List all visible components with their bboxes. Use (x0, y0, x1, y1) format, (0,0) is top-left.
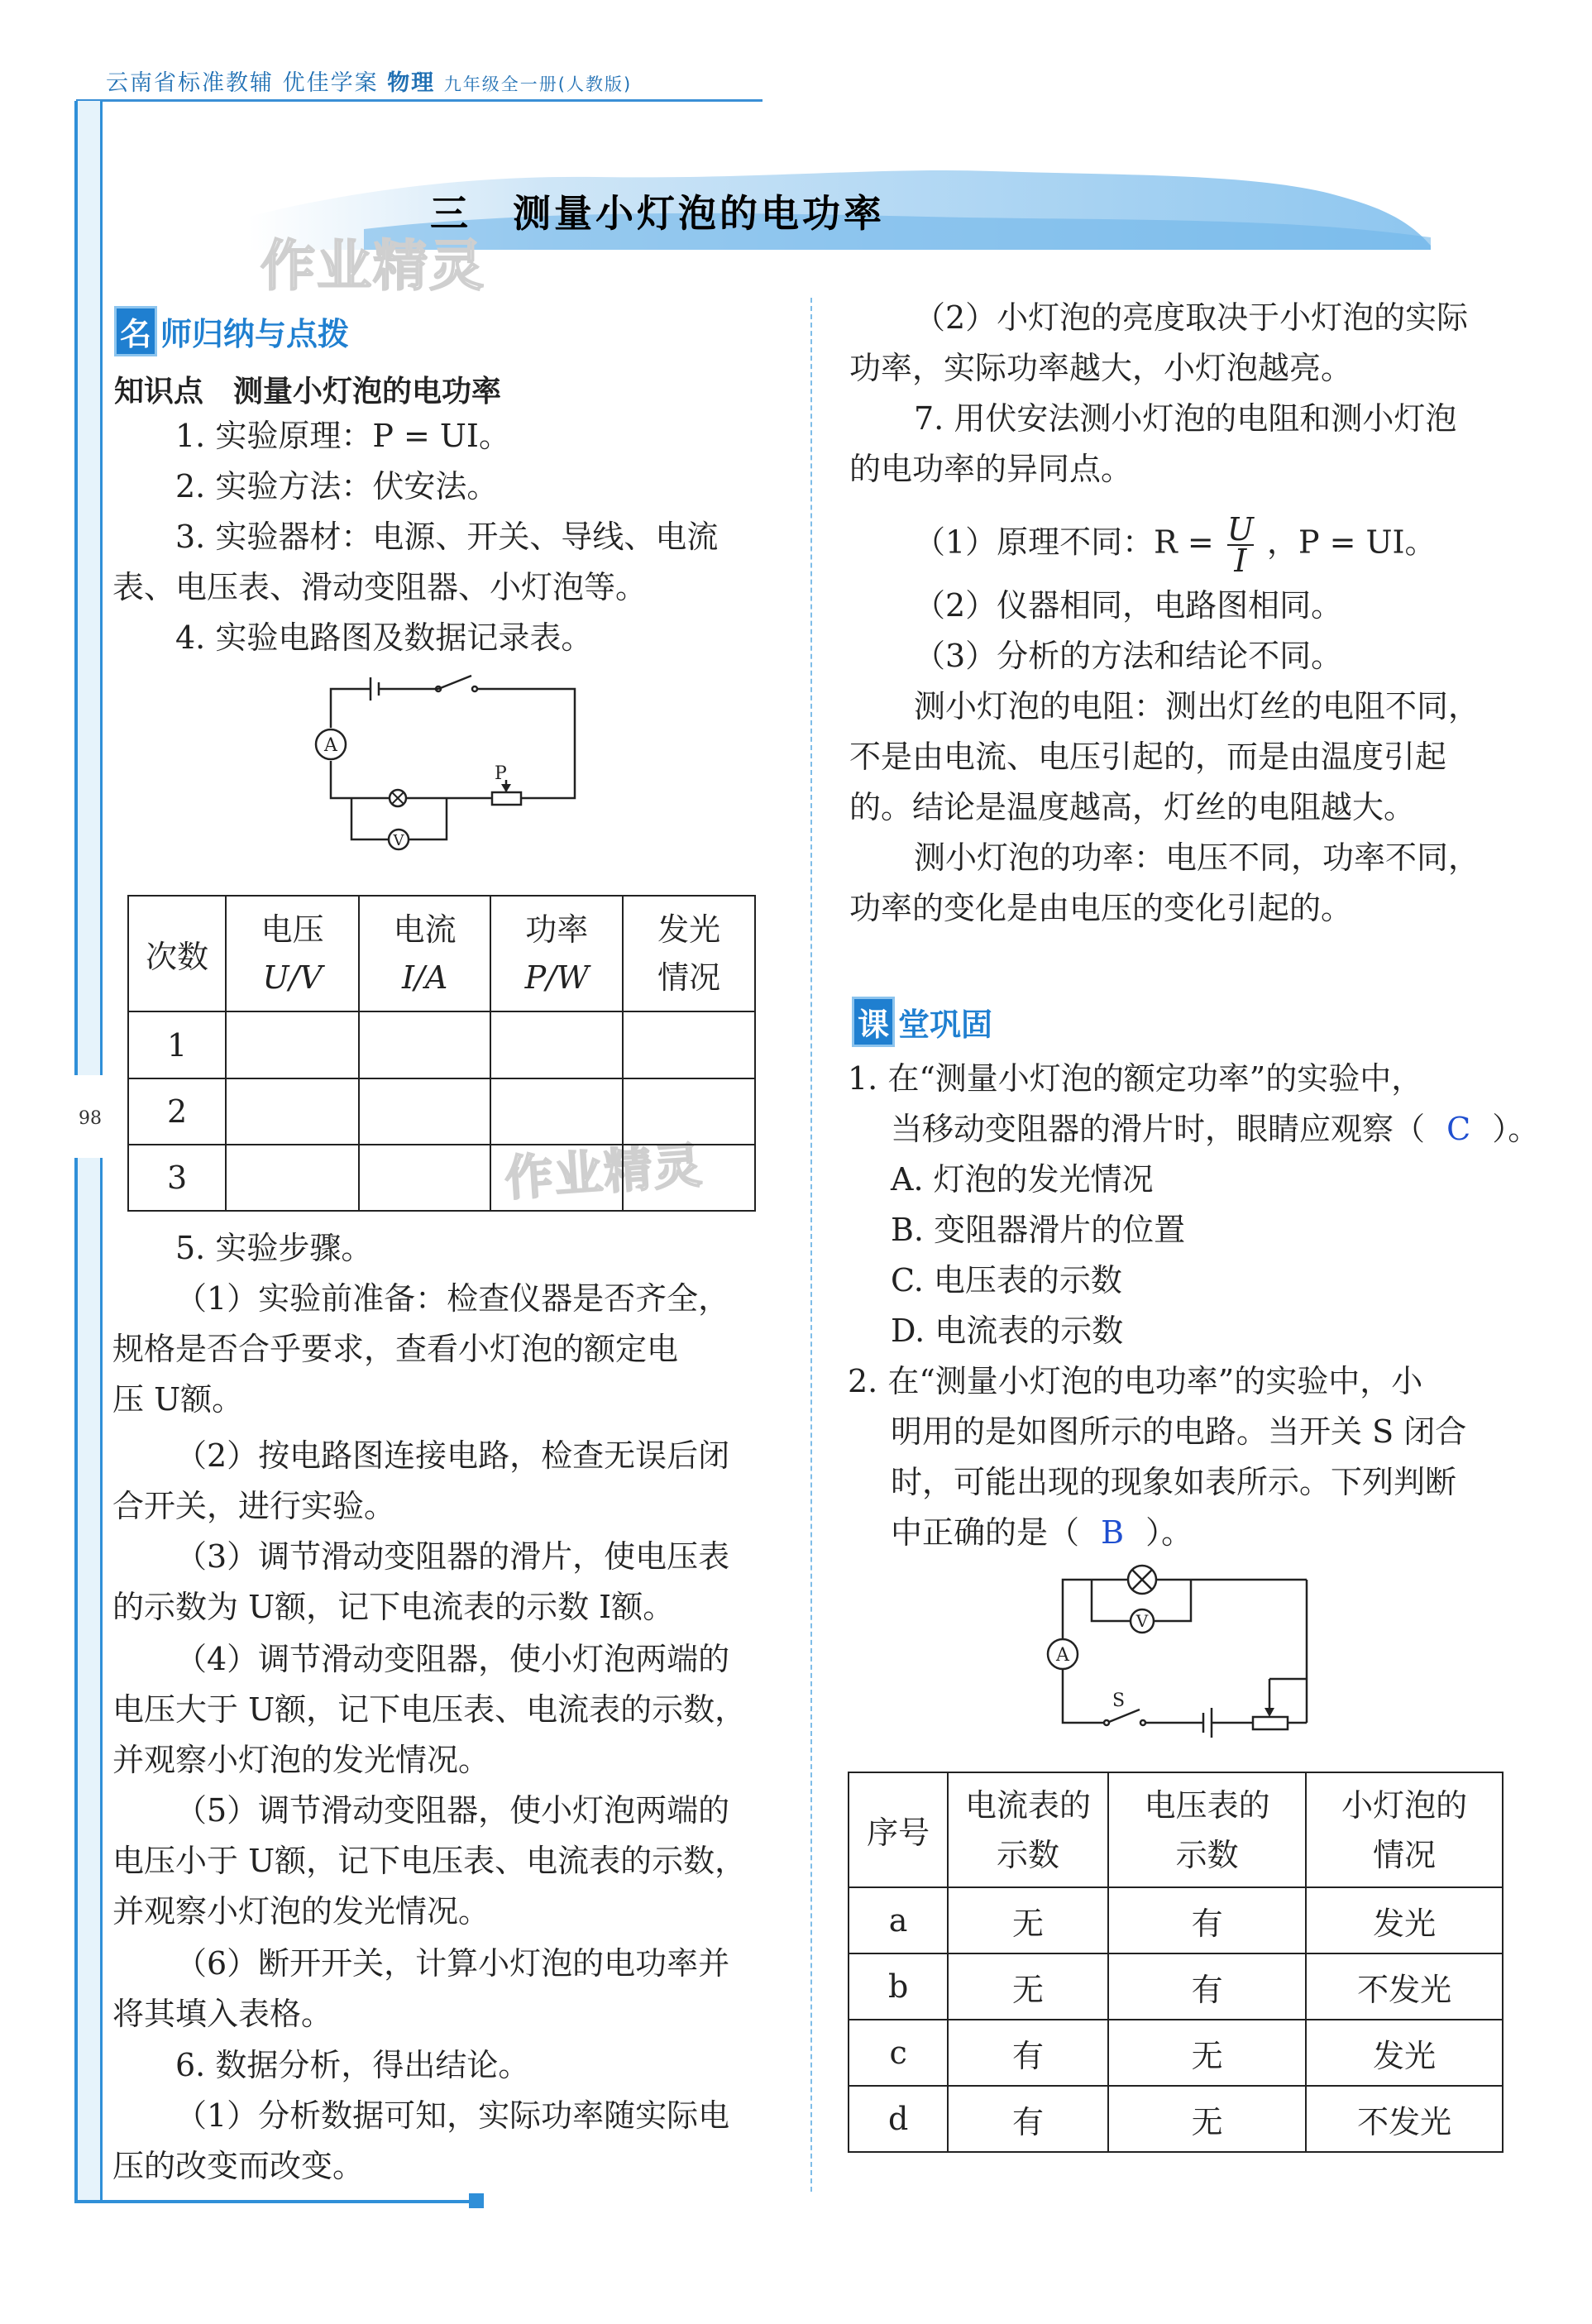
ammeter-symbol (1048, 1639, 1078, 1669)
text-line: 并观察小灯泡的发光情况。 (112, 1893, 490, 1929)
table-row (128, 1145, 755, 1211)
header-unit: P/W (524, 959, 590, 996)
section-class-consolidation (852, 997, 992, 1047)
text-line: 6. 数据分析，得出结论。 (175, 2047, 530, 2083)
stem-text: 当移动变阻器的滑片时，眼睛应观察（ (891, 1111, 1426, 1147)
option-b: B. 变阻器滑片的位置 (891, 1212, 1186, 1248)
circuit-diagram-1 (298, 674, 595, 856)
text-line: （1）实验前准备：检查仪器是否齐全， (175, 1280, 730, 1317)
text-line: （4）调节滑动变阻器，使小灯泡两端的 (175, 1641, 730, 1677)
header-line: 发光 (657, 911, 721, 948)
voltmeter-label: V (393, 832, 404, 849)
table-cell: 发光 (1306, 1887, 1503, 1953)
header-series: 云南省标准教辅 (106, 70, 274, 96)
option-a: A. 灯泡的发光情况 (891, 1161, 1154, 1198)
table-cell: 有 (1108, 1953, 1307, 2020)
stem-text: ）。 (1492, 1111, 1540, 1147)
running-header (106, 65, 632, 97)
table-cell: 不发光 (1306, 1953, 1503, 2020)
header-grade: 九年级全一册(人教版) (443, 74, 633, 94)
table-cell: 无 (948, 1887, 1108, 1953)
table-header (359, 896, 490, 1011)
option-c: C. 电压表的示数 (891, 1262, 1122, 1298)
fraction-denominator: I (1234, 543, 1247, 579)
voltmeter-symbol (389, 830, 409, 849)
text-line: 合开关，进行实验。 (112, 1488, 396, 1524)
text-line: 的。结论是温度越高，灯丝的电阻越大。 (849, 789, 1416, 825)
fraction (1226, 511, 1254, 579)
ammeter-label: A (324, 735, 337, 756)
lamp-symbol (390, 790, 406, 806)
watermark: 作业精灵 (261, 234, 485, 298)
table-cell: 无 (1108, 2020, 1307, 2086)
text-line: 4. 实验电路图及数据记录表。 (175, 619, 593, 656)
text-line: 测小灯泡的电阻：测出灯丝的电阻不同， (914, 688, 1480, 724)
table-cell: 无 (948, 1953, 1108, 2020)
text-line: 将其填入表格。 (112, 1996, 333, 2032)
table-row (849, 2086, 1503, 2152)
table-cell: 发光 (1306, 2020, 1503, 2086)
header-line: 小灯泡的 (1341, 1786, 1468, 1824)
header-line: 电压表的 (1144, 1786, 1270, 1824)
question-2-stem (891, 1513, 1193, 1552)
text-line: 测小灯泡的功率：电压不同，功率不同， (914, 839, 1480, 876)
table-cell: 有 (948, 2086, 1108, 2152)
header-line: 情况 (1373, 1836, 1437, 1873)
text-line: （6）断开开关，计算小灯泡的电功率并 (175, 1945, 730, 1982)
section-title: 堂巩固 (898, 1007, 993, 1043)
footer-rule (74, 2200, 484, 2203)
table-row (849, 1887, 1503, 1953)
section-title: 师归纳与点拨 (160, 316, 350, 352)
question-2-stem: 2. 在“测量小灯泡的电功率”的实验中，小 (848, 1363, 1423, 1399)
header-line: 电流 (393, 911, 457, 948)
slider-label: P (495, 763, 507, 784)
table-header (1108, 1772, 1307, 1887)
footer-square (469, 2193, 484, 2208)
text-line: （2）小灯泡的亮度取决于小灯泡的实际 (914, 299, 1469, 336)
switch-label: S (1112, 1690, 1126, 1711)
text-line: 压 U额。 (112, 1381, 244, 1418)
text-line: 电压大于 U额，记下电压表、电流表的示数， (112, 1691, 747, 1728)
text-line: （2）仪器相同，电路图相同。 (914, 587, 1343, 624)
text-line: 功率，实际功率越大，小灯泡越亮。 (849, 350, 1353, 386)
question-1-stem (891, 1109, 1539, 1149)
text-line: 2. 实验方法：伏安法。 (175, 468, 499, 504)
table-row (849, 2020, 1503, 2086)
header-rule (76, 99, 763, 102)
question-2-stem: 时，可能出现的现象如表所示。下列判断 (891, 1464, 1457, 1500)
table-cell: a (849, 1887, 948, 1953)
table-header: 次数 (128, 896, 226, 1011)
slider-arrow (1265, 1708, 1274, 1717)
table-cell: 3 (128, 1145, 226, 1211)
table-cell: c (849, 2020, 948, 2086)
question-1-stem: 1. 在“测量小灯泡的额定功率”的实验中， (848, 1060, 1423, 1097)
table-cell: d (849, 2086, 948, 2152)
stem-text: ）。 (1145, 1514, 1193, 1551)
voltmeter-label: V (1135, 1611, 1149, 1631)
table-header (490, 896, 623, 1011)
table-header (623, 896, 755, 1011)
header-line: 示数 (997, 1836, 1060, 1873)
table-header (948, 1772, 1108, 1887)
answer-q2: B (1101, 1514, 1125, 1551)
table-cell: 有 (1108, 1887, 1307, 1953)
formula-line (914, 511, 1437, 579)
table-row (128, 1011, 755, 1078)
table-cell: 2 (128, 1078, 226, 1145)
text-line: 7. 用伏安法测小灯泡的电阻和测小灯泡 (914, 400, 1457, 437)
table-row (849, 1953, 1503, 2020)
data-record-table (127, 895, 756, 1212)
circuit-diagram-2 (1042, 1567, 1323, 1745)
text-line: 规格是否合乎要求，查看小灯泡的额定电 (112, 1331, 679, 1367)
table-header: 序号 (849, 1772, 948, 1887)
knowledge-point: 知识点 测量小灯泡的电功率 (114, 375, 502, 409)
section-label-box: 名 (114, 306, 157, 356)
header-book: 优佳学案 (282, 70, 379, 96)
table-cell: 有 (948, 2020, 1108, 2086)
table-header (226, 896, 359, 1011)
table-cell: 1 (128, 1011, 226, 1078)
ammeter-symbol (316, 729, 346, 759)
header-line: 情况 (657, 959, 721, 996)
header-unit: U/V (262, 959, 323, 996)
text-line: （2）按电路图连接电路，检查无误后闭 (175, 1437, 730, 1474)
text-line: （1）分析数据可知，实际功率随实际电 (175, 2097, 730, 2134)
text-line: 1. 实验原理：P = UI。 (175, 418, 510, 454)
formula-text: ，P = UI。 (1266, 524, 1437, 561)
text-line: 表、电压表、滑动变阻器、小灯泡等。 (112, 569, 648, 605)
text-line: 的示数为 U额，记下电流表的示数 I额。 (112, 1589, 675, 1625)
header-line: 示数 (1175, 1836, 1239, 1873)
table-cell: 无 (1108, 2086, 1307, 2152)
formula-text: （1）原理不同：R = (914, 524, 1214, 561)
table-cell: b (849, 1953, 948, 2020)
text-line: 不是由电流、电压引起的，而是由温度引起 (849, 739, 1447, 775)
option-d: D. 电流表的示数 (891, 1313, 1124, 1349)
text-line: 的电功率的异同点。 (849, 451, 1133, 487)
text-line: （3）分析的方法和结论不同。 (914, 638, 1343, 674)
header-line: 电压 (261, 911, 324, 948)
table-cell: 不发光 (1306, 2086, 1503, 2152)
stem-text: 中正确的是（ (891, 1514, 1080, 1551)
text-line: 功率的变化是由电压的变化引起的。 (849, 890, 1353, 926)
table-row (128, 1078, 755, 1145)
lamp-symbol (1128, 1566, 1156, 1594)
section-teacher-summary (114, 306, 349, 356)
question-2-stem: 明用的是如图所示的电路。当开关 S 闭合 (891, 1413, 1467, 1450)
text-line: 3. 实验器材：电源、开关、导线、电流 (175, 519, 719, 555)
phenomena-table (848, 1772, 1504, 2153)
fraction-numerator: U (1226, 511, 1254, 548)
text-line: 压的改变而改变。 (112, 2148, 365, 2184)
page-title: 三 测量小灯泡的电功率 (430, 191, 885, 236)
text-line: 5. 实验步骤。 (175, 1230, 373, 1266)
text-line: 电压小于 U额，记下电压表、电流表的示数， (112, 1843, 747, 1879)
text-line: （3）调节滑动变阻器的滑片，使电压表 (175, 1538, 730, 1575)
header-subject: 物理 (387, 70, 436, 96)
voltmeter-symbol (1131, 1609, 1154, 1633)
answer-q1: C (1446, 1111, 1471, 1147)
text-line: 并观察小灯泡的发光情况。 (112, 1742, 490, 1778)
page-number: 98 (79, 1108, 102, 1129)
header-line: 电流表的 (965, 1786, 1092, 1824)
table-header (1306, 1772, 1503, 1887)
text-line: （5）调节滑动变阻器，使小灯泡两端的 (175, 1792, 730, 1829)
section-label-box: 课 (852, 997, 895, 1047)
column-divider (810, 298, 812, 2192)
slider-arrow (501, 784, 511, 792)
ammeter-label: A (1056, 1645, 1069, 1666)
header-unit: I/A (402, 959, 448, 996)
header-line: 功率 (525, 911, 589, 948)
watermark: 作业精灵 (503, 1136, 705, 1207)
